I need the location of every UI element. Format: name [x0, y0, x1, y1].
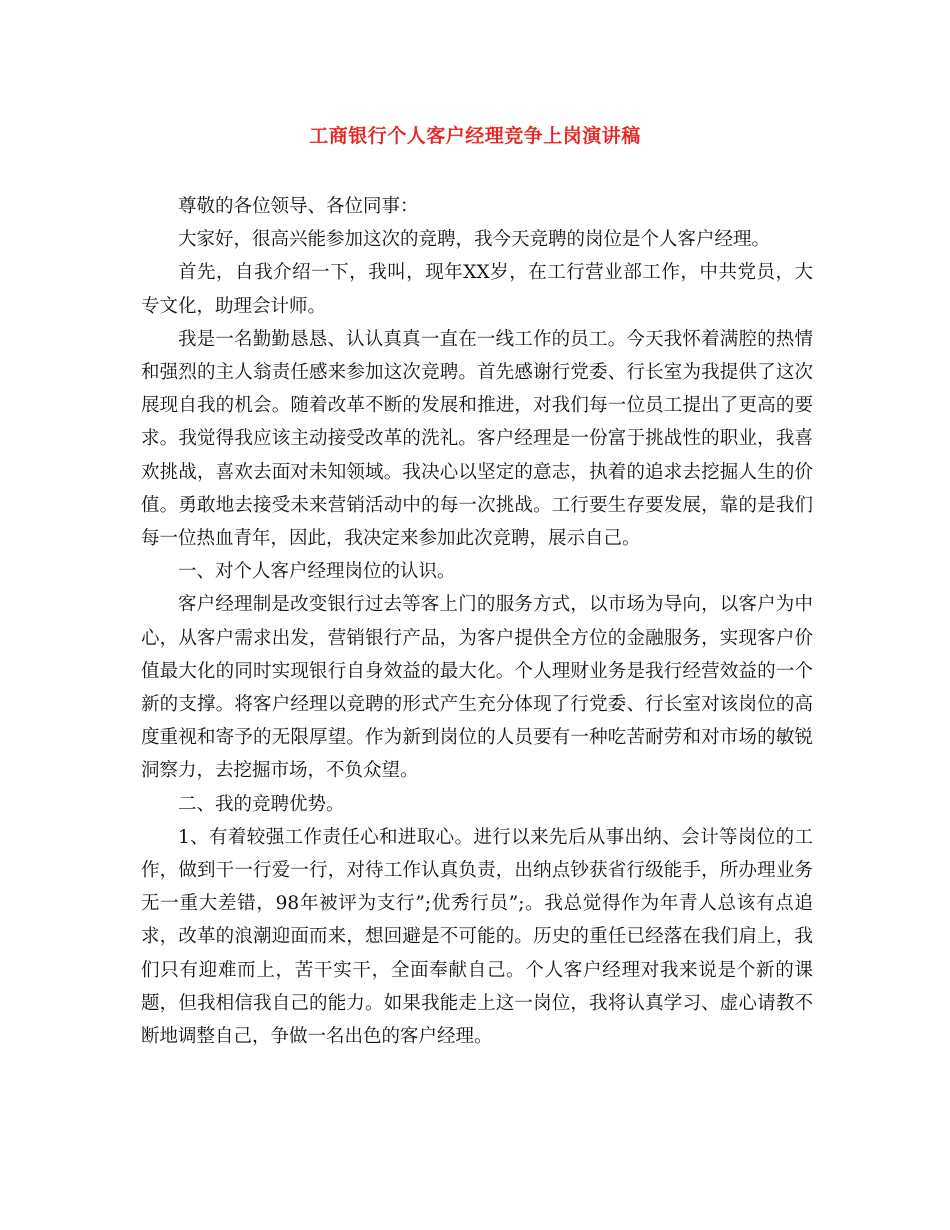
paragraph-role-understanding: 客户经理制是改变银行过去等客上门的服务方式，以市场为导向，以客户为中心，从客户需求出发，营销银行产品，为客户提供全方位的金融服务，实现客户价值最大化的同时实现银行自身效益的最大化。个人理财业务是我行经营效益的一个新的支撑。将客户经理以竞聘的形式产生充分体现了行党委、行长室对该岗位的高度重视和寄予的无限厚望。作为新到岗位的人员要有一种吃苦耐劳和对市场的敏锐洞察力，去挖掘市场，不负众望。 [141, 594, 813, 782]
document-title: 工商银行个人客户经理竞争上岗演讲稿 [309, 125, 641, 147]
paragraph-self-introduction: 首先，自我介绍一下，我叫，现年XX岁，在工行营业部工作，中共党员，大专文化，助理会计师。 [141, 262, 813, 317]
paragraph-salutation: 尊敬的各位领导、各位同事： [178, 196, 419, 217]
section-heading-2: 二、我的竞聘优势。 [178, 793, 345, 815]
document-body [141, 190, 813, 1053]
paragraph-greeting: 大家好，很高兴能参加这次的竞聘，我今天竞聘的岗位是个人客户经理。 [178, 229, 771, 251]
paragraph-advantage-1: 1、有着较强工作责任心和进取心。进行以来先后从事出纳、会计等岗位的工作，做到干一行爱一行，对待工作认真负责，出纳点钞获省行级能手，所办理业务无一重大差错，98年被评为支行”;优秀行员”;。我总觉得作为年青人总该有点追求，改革的浪潮迎面而来，想回避是不可能的。历史的重任已经落在我们肩上，我们只有迎难而上，苦干实干，全面奉献自己。个人客户经理对我来说是个新的课题，但我相信我自己的能力。如果我能走上这一岗位，我将认真学习、虚心请教不断地调整自己，争做一名出色的客户经理。 [141, 826, 813, 1048]
paragraph-motivation: 我是一名勤勤恳恳、认认真真一直在一线工作的员工。今天我怀着满腔的热情和强烈的主人翁责任感来参加这次竞聘。首先感谢行党委、行长室为我提供了这次展现自我的机会。随着改革不断的发展和推进，对我们每一位员工提出了更高的要求。我觉得我应该主动接受改革的洗礼。客户经理是一份富于挑战性的职业，我喜欢挑战，喜欢去面对未知领域。我决心以坚定的意志，执着的追求去挖掘人生的价值。勇敢地去接受未来营销活动中的每一次挑战。工行要生存要发展，靠的是我们每一位热血青年，因此，我决定来参加此次竞聘，展示自己。 [141, 328, 813, 550]
section-heading-1: 一、对个人客户经理岗位的认识。 [178, 561, 456, 583]
